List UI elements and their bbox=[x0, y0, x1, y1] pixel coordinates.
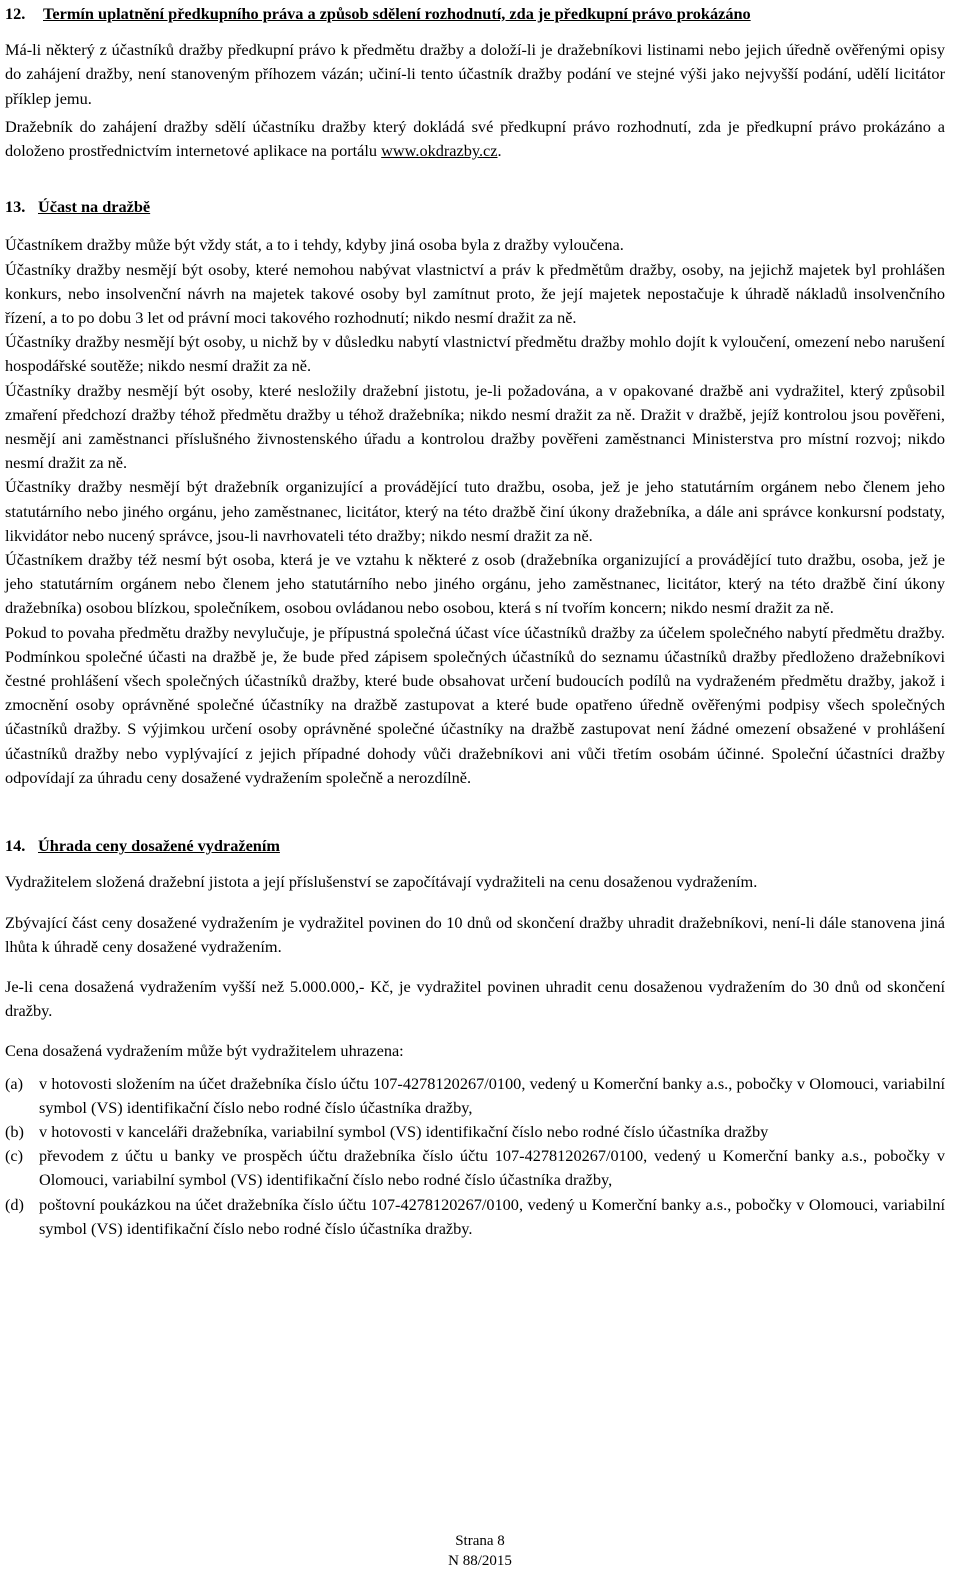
paragraph: Vydražitelem složená dražební jistota a její příslušenství se započítávají vydražiteli na cenu dosaženou vydražením. bbox=[5, 872, 758, 892]
punctuation: . bbox=[497, 141, 502, 161]
paragraph: Pokud to povaha předmětu dražby nevylučuje, je přípustná společná účast více účastníků dražby za účelem společného nabytí předmětu dražby. Podmínkou společné účasti na dražbě je, že bude před zápisem společných účastníků do seznamu účastníků dražby předloženo dražebníkovi čestné prohlášení všech společných účastníků dražby, které bude obsahovat určení budoucích podílů na vydraženém předmětu dražby, jakož i zmocnění osoby oprávněné společné účastníky na dražbě zastupovat a které bude opatřeno úředně ověřenými podpisy všech společných účastníků dražby. S výjimkou určení osoby oprávněné společné účastníky na dražbě zastupovat není žádné omezení obsažené v prohlášení účastníků dražby nebo vyplývající z jejich případné dohody vůči dražebníkovi ani vůči třetím osobám účinné. Společní účastníci dražby odpovídají za úhradu ceny dosažené vydražením společně a nerozdílně. bbox=[5, 622, 945, 787]
paragraph: Účastníky dražby nesmějí být osoby, které nemohou nabývat vlastnictví a práv k předmětům dražby, osoby, na jejichž majetek byl prohlášen konkurs, nebo insolvenční návrh na majetek takové osoby byl zamítnut proto, že její majetek nepostačuje k úhradě nákladů insolvenčního řízení, a to po dobu 3 let od právní moci takového rozhodnutí; nikdo nesmí dražit za ně. bbox=[5, 259, 945, 328]
section-14-heading bbox=[5, 834, 945, 858]
list-item-label: (a) bbox=[5, 1073, 24, 1093]
document-reference: N 88/2015 bbox=[448, 1553, 512, 1569]
paragraph: Cena dosažená vydražením může být vydražitelem uhrazena: bbox=[5, 1041, 404, 1061]
paragraph: Má-li některý z účastníků dražby předkupní právo k předmětu dražby a doloží-li je dražebníkovi listinami nebo jejich úředně ověřenými opisy do zahájení dražby, není stanoveným příhozem vázán; učiní-li tento účastník dražby podání ve stejné výši jako nejvyšší podání, udělí licitátor příklep jemu. bbox=[5, 40, 945, 108]
section-12-heading bbox=[5, 0, 945, 26]
paragraph: Účastníkem dražby může být vždy stát, a to i tehdy, kdyby jiná osoba byla z dražby vyloučena. bbox=[5, 235, 624, 255]
section-number: 14. bbox=[5, 836, 26, 856]
list-item bbox=[5, 1144, 945, 1192]
paragraph: Účastníkem dražby též nesmí být osoba, která je ve vztahu k některé z osob (dražebníka organizující a provádějící tuto dražbu, osoba, jež je jeho statutárním orgánem nebo členem jeho statutárního nebo jiného orgánu, jeho zaměstnanec, licitátor, který na této dražbě činí úkony dražebníka) osobou blízkou, společníkem, osobou ovládanou nebo osobou, která s ní tvořím koncern; nikdo nesmí dražit za ně. bbox=[5, 550, 945, 618]
paragraph: Účastníky dražby nesmějí být dražebník organizující a provádějící tuto dražbu, osoba, jež je jeho statutárním orgánem nebo členem jeho statutárního nebo jiného orgánu, jeho zaměstnanec, licitátor, který na této dražbě činí úkony dražebníka, a dále ani správce konkursní podstaty, likvidátor nebo nucený správce, jsou-li navrhovateli této dražby; nikdo nesmí dražit za ně. bbox=[5, 477, 945, 545]
paragraph: Účastníky dražby nesmějí být osoby, které nesložily dražební jistotu, je-li požadována, a v opakované dražbě ani vydražitel, který způsobil zmaření předchozí dražby téhož předmětu dražby u téhož dražebníka; nikdo nesmí dražit za ně. Dražit v dražbě, jejíž kontrolou jsou pověřeni, nesmějí ani zaměstnanci příslušného živnostenského úřadu a kontrolou dražby pověřeni zaměstnanci Ministerstva pro místní rozvoj; nikdo nesmí dražit za ně. bbox=[5, 380, 945, 473]
section-number: 13. bbox=[5, 197, 26, 217]
section-title: Účast na dražbě bbox=[38, 197, 151, 217]
payment-methods-list bbox=[5, 1072, 945, 1241]
list-item-text: převodem z účtu u banky ve prospěch účtu dražebníka číslo účtu 107-4278120267/0100, vedený u Komerční banky a.s., pobočky v Olomouci, variabilní symbol (VS) identifikační číslo nebo rodné číslo účastníka dražby, bbox=[39, 1146, 945, 1190]
document-page bbox=[5, 0, 945, 1241]
paragraph bbox=[5, 115, 945, 163]
list-item-text: poštovní poukázkou na účet dražebníka číslo účtu 107-4278120267/0100, vedený u Komerční banky a.s., pobočky v Olomouci, variabilní symbol (VS) identifikační číslo nebo rodné číslo účastníka dražby. bbox=[39, 1194, 945, 1238]
section-title: Termín uplatnění předkupního práva a způsob sdělení rozhodnutí, zda je předkupní právo prokázáno bbox=[43, 4, 751, 23]
list-item-label: (c) bbox=[5, 1146, 24, 1166]
list-item bbox=[5, 1072, 945, 1120]
list-item-text: v hotovosti složením na účet dražebníka číslo účtu 107-4278120267/0100, vedený u Komerční banky a.s., pobočky v Olomouci, variabilní symbol (VS) identifikační číslo nebo rodné číslo účastníka dražby, bbox=[39, 1073, 945, 1117]
section-13-heading bbox=[5, 195, 945, 219]
section-title: Úhrada ceny dosažené vydražením bbox=[38, 836, 280, 856]
page-number: Strana 8 bbox=[455, 1533, 505, 1549]
section-number: 12. bbox=[5, 4, 26, 23]
list-item bbox=[5, 1120, 945, 1144]
paragraph: Účastníky dražby nesmějí být osoby, u nichž by v důsledku nabytí vlastnictví předmětu dražby mohlo dojít k vyloučení, omezení nebo narušení hospodářské soutěže; nikdo nesmí dražit za ně. bbox=[5, 332, 945, 376]
paragraph: Zbývající část ceny dosažené vydražením je vydražitel povinen do 10 dnů od skončení dražby uhradit dražebníkovi, není-li dále stanovena jiná lhůta k úhradě ceny dosažené vydražením. bbox=[5, 912, 945, 956]
page-footer bbox=[0, 1531, 960, 1571]
section-13-body bbox=[5, 233, 945, 790]
portal-link[interactable]: www.okdrazby.cz bbox=[381, 141, 498, 161]
list-item-text: v hotovosti v kanceláři dražebníka, variabilní symbol (VS) identifikační číslo nebo rodné číslo účastníka dražby bbox=[39, 1121, 769, 1141]
list-item-label: (b) bbox=[5, 1121, 24, 1141]
paragraph-text: Dražebník do zahájení dražby sdělí účastníku dražby který dokládá své předkupní právo rozhodnutí, zda je předkupní právo prokázáno a doloženo prostřednictvím internetové aplikace na portálu bbox=[5, 116, 945, 161]
list-item-label: (d) bbox=[5, 1194, 24, 1214]
paragraph: Je-li cena dosažená vydražením vyšší než 5.000.000,- Kč, je vydražitel povinen uhradit cenu dosaženou vydražením do 30 dnů od skončení dražby. bbox=[5, 976, 945, 1021]
list-item bbox=[5, 1193, 945, 1241]
